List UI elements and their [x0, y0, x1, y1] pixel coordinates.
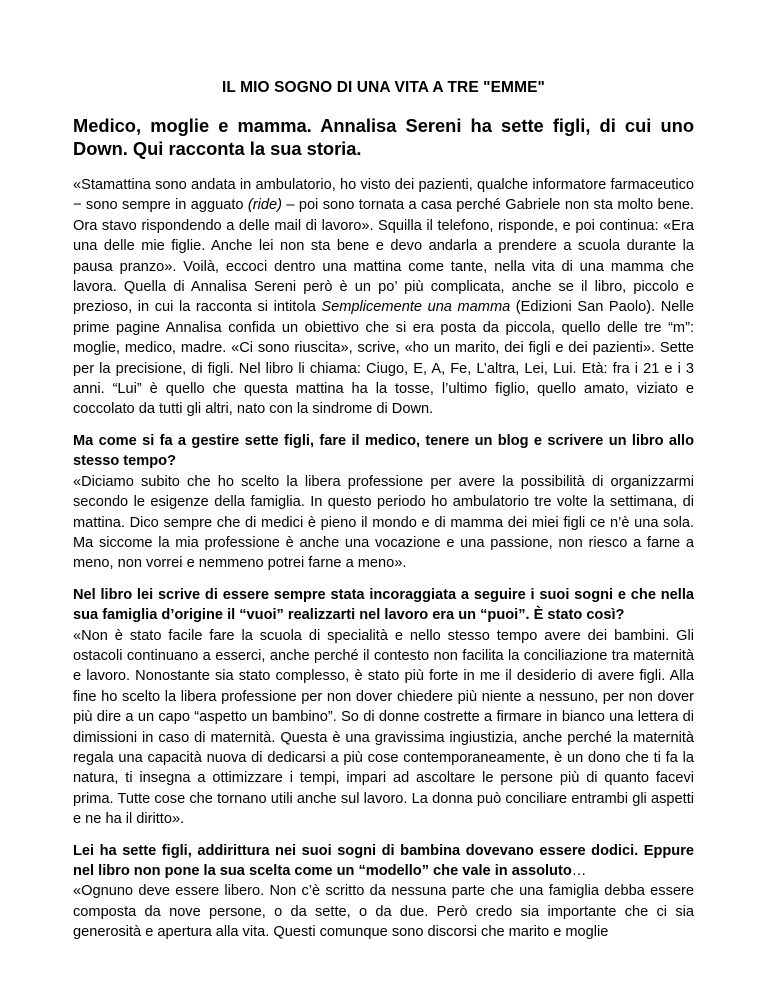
qa-block-1 [73, 431, 694, 574]
question-1-text: Ma come si fa a gestire sette figli, fare il medico, tenere un blog e scrivere un libro allo stesso tempo? [73, 432, 694, 470]
article-title: IL MIO SOGNO DI UNA VITA A TRE "EMME" [222, 79, 545, 96]
question-2 [73, 585, 694, 626]
intro-paragraph [73, 175, 694, 420]
intro-text-3: (Edizioni San Paolo). Nelle prime pagine Annalisa confida un obiettivo che si era posta da piccola, quello delle tre “m”: moglie, medico, madre. «Ci sono riuscita», scrive, «ho un marito, dei figli e dei pazienti». Sette per la precisione, di figli. Nel libro li chiama: Ciugo, E, A, Fe, L’altra, Lei, Lui. Età: fra i 21 e i 3 anni. “Lui” è quello che questa mattina ha la tosse, l’ultimo figlio, quello amato, viziato e coccolato da tutti gli altri, nato con la sindrome di Down. [73, 299, 694, 418]
qa-block-2 [73, 585, 694, 830]
answer-2: «Non è stato facile fare la scuola di specialità e nello stesso tempo avere dei bambini. Gli ostacoli continuano a esserci, anche perché il contesto non facilita la conciliazione tra maternità e lavoro. Nonostante sia stato complesso, è stato più forte in me il desiderio di avere figli. Alla fine ho scelto la libera professione per non dover chiedere più niente a nessuno, per non dover più dire a un capo “aspetto un bambino”. So di donne costrette a firmare in bianco una lettera di dimissioni in caso di maternità. Questa è una gravissima ingiustizia, anche perché la maternità regala una capacità nuova di dedicarsi a più cose contemporaneamente, è un dono che ti fa la natura, ti insegna a ottimizzare i tempi, impari ad ascoltare le persone più di quanto facevi prima. Tutte cose che tornano utili anche sul lavoro. La donna può conciliare entrambi gli aspetti e ne ha il diritto». [73, 627, 694, 828]
question-1 [73, 431, 694, 472]
intro-text-2: – poi sono tornata a casa perché Gabriele non sta molto bene. Ora stavo rispondendo a delle mail di lavoro». Squilla il telefono, risponde, e poi continua: «Era una delle mie figlie. Anche lei non sta bene e devo andarla a prendere a scuola durante la pausa pranzo». Voilà, eccoci dentro una mattina come tante, nella vita di una mamma che lavora. Quella di Annalisa Sereni però è un po’ più complicata, anche se il libro, piccolo e prezioso, in cui la racconta si intitola [73, 197, 694, 316]
intro-italic-1: (ride) [247, 197, 282, 214]
answer-1: «Diciamo subito che ho scelto la libera professione per avere la possibilità di organizzarmi secondo le esigenze della famiglia. In questo periodo ho ambulatorio tre volte la settimana, di mattina. Dico sempre che di medici è pieno il mondo e di mamma dei miei figli ce n’è una sola. Ma siccome la mia professione è anche una vocazione e una passione, non riesco a farne a meno, non vorrei e nemmeno potrei farne a meno». [73, 473, 694, 572]
question-3-text: Lei ha sette figli, addirittura nei suoi sogni di bambina dovevano essere dodici. Eppure nel libro non pone la sua scelta come un “modello” che vale in assoluto [73, 842, 694, 879]
book-title: Semplicemente una mamma [321, 299, 511, 316]
document-page [73, 78, 694, 954]
question-3-tail: … [571, 863, 587, 879]
qa-block-3 [73, 841, 694, 943]
intro-text-1: «Stamattina sono andata in ambulatorio, ho visto dei pazienti, qualche informatore farmaceutico − sono sempre in agguato [73, 177, 694, 214]
question-2-text: Nel libro lei scrive di essere sempre stata incoraggiata a seguire i suoi sogni e che nella sua famiglia d’origine il “vuoi” realizzarti nel lavoro era un “puoi”. È stato così? [73, 586, 694, 624]
question-3 [73, 841, 694, 882]
article-subtitle: Medico, moglie e mamma. Annalisa Sereni ha sette figli, di cui uno Down. Qui racconta la sua storia. [73, 115, 694, 159]
answer-3: «Ognuno deve essere libero. Non c’è scritto da nessuna parte che una famiglia debba essere composta da nove persone, o da sette, o da due. Però credo sia importante che ci sia generosità e apertura alla vita. Questi comunque sono discorsi che marito e moglie [73, 883, 694, 941]
